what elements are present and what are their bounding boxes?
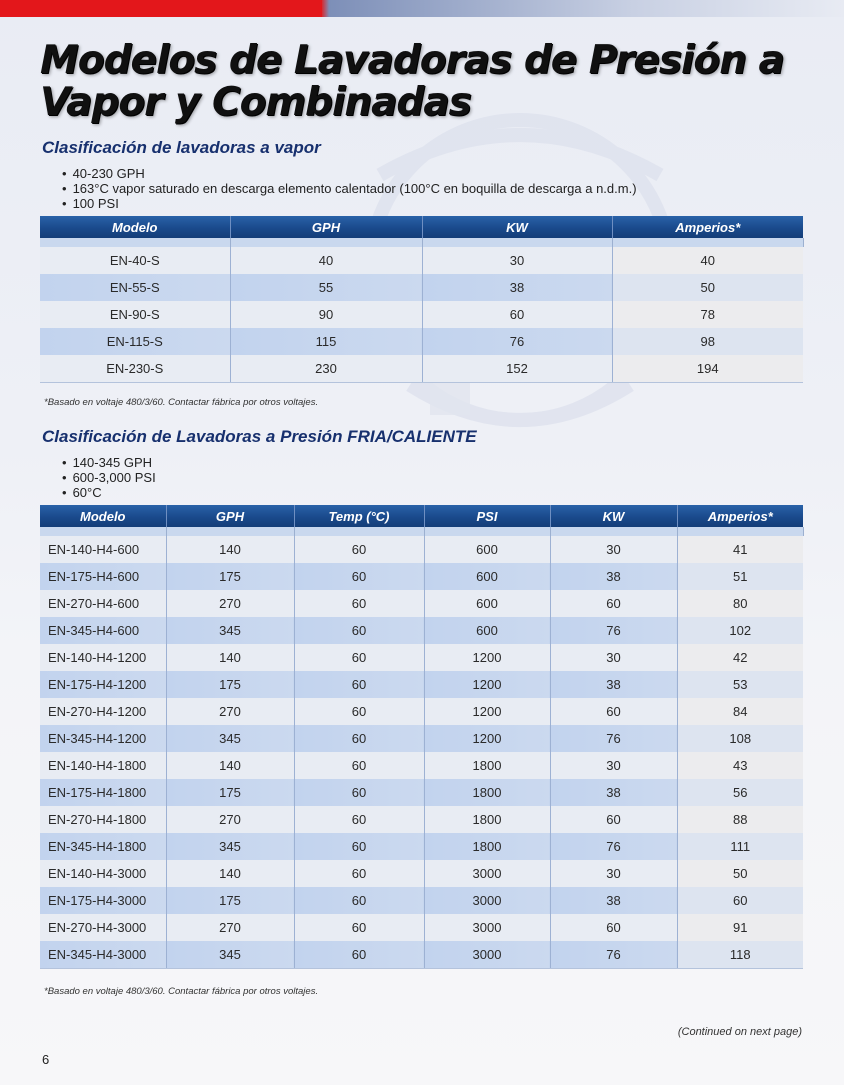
cell-amps: 50 xyxy=(677,860,803,887)
cell-gph: 115 xyxy=(230,328,422,355)
cell-kw: 76 xyxy=(550,833,677,860)
cell-gph: 175 xyxy=(166,887,294,914)
table-row xyxy=(40,806,803,833)
table-row xyxy=(40,590,803,617)
pressure-footnote: *Basado en voltaje 480/3/60. Contactar fábrica por otros voltajes. xyxy=(44,986,319,997)
cell-model: EN-140-H4-1800 xyxy=(40,752,166,779)
table-row xyxy=(40,563,803,590)
cell-model: EN-345-H4-600 xyxy=(40,617,166,644)
cell-kw: 38 xyxy=(550,563,677,590)
pressure-spec-item: • 600-3,000 PSI xyxy=(62,470,156,485)
column-header-model: Modelo xyxy=(40,216,230,238)
cell-temp: 60 xyxy=(294,644,424,671)
page-number: 6 xyxy=(42,1052,50,1067)
cell-amps: 194 xyxy=(612,355,803,383)
cell-psi: 600 xyxy=(424,563,550,590)
cell-gph: 270 xyxy=(166,698,294,725)
cell-psi: 1800 xyxy=(424,752,550,779)
table-row xyxy=(40,644,803,671)
cell-gph: 345 xyxy=(166,725,294,752)
cell-kw: 76 xyxy=(422,328,612,355)
cell-psi: 1200 xyxy=(424,671,550,698)
cell-psi: 3000 xyxy=(424,914,550,941)
table-row xyxy=(40,274,803,301)
cell-kw: 30 xyxy=(550,860,677,887)
cell-model: EN-270-H4-1200 xyxy=(40,698,166,725)
cell-model: EN-175-H4-1800 xyxy=(40,779,166,806)
cell-temp: 60 xyxy=(294,698,424,725)
table-row xyxy=(40,328,803,355)
column-header-model: Modelo xyxy=(40,505,166,527)
cell-amps: 51 xyxy=(677,563,803,590)
header-spacer-row xyxy=(40,527,803,536)
cell-kw: 30 xyxy=(550,536,677,563)
pressure-models-table xyxy=(40,505,804,969)
cell-model: EN-140-H4-1200 xyxy=(40,644,166,671)
cell-model: EN-230-S xyxy=(40,355,230,383)
cell-kw: 60 xyxy=(422,301,612,328)
cell-psi: 1200 xyxy=(424,698,550,725)
column-header-gph: GPH xyxy=(166,505,294,527)
cell-kw: 60 xyxy=(550,590,677,617)
cell-temp: 60 xyxy=(294,806,424,833)
cell-amps: 60 xyxy=(677,887,803,914)
cell-kw: 76 xyxy=(550,941,677,969)
cell-model: EN-140-H4-3000 xyxy=(40,860,166,887)
cell-psi: 1800 xyxy=(424,779,550,806)
cell-psi: 1200 xyxy=(424,644,550,671)
table-row xyxy=(40,725,803,752)
cell-model: EN-175-H4-600 xyxy=(40,563,166,590)
table-row xyxy=(40,779,803,806)
cell-model: EN-40-S xyxy=(40,247,230,274)
cell-temp: 60 xyxy=(294,887,424,914)
cell-temp: 60 xyxy=(294,725,424,752)
table-row xyxy=(40,914,803,941)
steam-spec-item: • 40-230 GPH xyxy=(62,166,637,181)
cell-amps: 84 xyxy=(677,698,803,725)
table-row xyxy=(40,247,803,274)
cell-amps: 102 xyxy=(677,617,803,644)
cell-kw: 38 xyxy=(550,779,677,806)
cell-amps: 91 xyxy=(677,914,803,941)
cell-psi: 3000 xyxy=(424,860,550,887)
cell-model: EN-140-H4-600 xyxy=(40,536,166,563)
steam-section-heading: Clasificación de lavadoras a vapor xyxy=(42,138,321,157)
top-red-bar xyxy=(0,0,322,17)
cell-amps: 42 xyxy=(677,644,803,671)
cell-kw: 38 xyxy=(550,887,677,914)
cell-gph: 230 xyxy=(230,355,422,383)
cell-temp: 60 xyxy=(294,860,424,887)
cell-psi: 3000 xyxy=(424,941,550,969)
cell-psi: 1800 xyxy=(424,806,550,833)
cell-kw: 60 xyxy=(550,698,677,725)
cell-gph: 140 xyxy=(166,644,294,671)
cell-gph: 175 xyxy=(166,671,294,698)
column-header-amps: Amperios* xyxy=(612,216,803,238)
cell-amps: 56 xyxy=(677,779,803,806)
cell-gph: 140 xyxy=(166,536,294,563)
cell-temp: 60 xyxy=(294,779,424,806)
column-header-kw: KW xyxy=(422,216,612,238)
column-header-temp: Temp (°C) xyxy=(294,505,424,527)
cell-temp: 60 xyxy=(294,941,424,969)
cell-model: EN-175-H4-1200 xyxy=(40,671,166,698)
cell-amps: 118 xyxy=(677,941,803,969)
cell-amps: 53 xyxy=(677,671,803,698)
cell-gph: 345 xyxy=(166,941,294,969)
cell-amps: 43 xyxy=(677,752,803,779)
cell-temp: 60 xyxy=(294,752,424,779)
cell-psi: 600 xyxy=(424,590,550,617)
page-title: Modelos de Lavadoras de Presión a Vapor y Combinadas xyxy=(40,38,784,125)
steam-spec-item: • 163°C vapor saturado en descarga elemento calentador (100°C en boquilla de descarga a n.d.m.) xyxy=(62,181,637,196)
cell-gph: 175 xyxy=(166,779,294,806)
steam-footnote: *Basado en voltaje 480/3/60. Contactar fábrica por otros voltajes. xyxy=(44,397,319,408)
cell-amps: 88 xyxy=(677,806,803,833)
cell-gph: 345 xyxy=(166,833,294,860)
top-color-bar xyxy=(0,0,844,17)
cell-gph: 40 xyxy=(230,247,422,274)
cell-model: EN-345-H4-1800 xyxy=(40,833,166,860)
cell-gph: 270 xyxy=(166,590,294,617)
cell-kw: 38 xyxy=(550,671,677,698)
table-row xyxy=(40,860,803,887)
cell-temp: 60 xyxy=(294,617,424,644)
cell-temp: 60 xyxy=(294,833,424,860)
cell-kw: 60 xyxy=(550,914,677,941)
cell-psi: 1200 xyxy=(424,725,550,752)
cell-gph: 270 xyxy=(166,914,294,941)
cell-psi: 3000 xyxy=(424,887,550,914)
cell-temp: 60 xyxy=(294,914,424,941)
pressure-spec-item: • 60°C xyxy=(62,485,156,500)
cell-temp: 60 xyxy=(294,671,424,698)
table-header-row xyxy=(40,505,803,527)
cell-amps: 78 xyxy=(612,301,803,328)
cell-model: EN-115-S xyxy=(40,328,230,355)
table-row xyxy=(40,833,803,860)
cell-model: EN-270-H4-1800 xyxy=(40,806,166,833)
table-row xyxy=(40,752,803,779)
cell-gph: 175 xyxy=(166,563,294,590)
cell-amps: 108 xyxy=(677,725,803,752)
cell-model: EN-55-S xyxy=(40,274,230,301)
cell-amps: 80 xyxy=(677,590,803,617)
table-row xyxy=(40,671,803,698)
cell-gph: 140 xyxy=(166,752,294,779)
cell-psi: 600 xyxy=(424,536,550,563)
cell-model: EN-90-S xyxy=(40,301,230,328)
cell-model: EN-345-H4-3000 xyxy=(40,941,166,969)
cell-gph: 140 xyxy=(166,860,294,887)
pressure-spec-item: • 140-345 GPH xyxy=(62,455,156,470)
column-header-amps: Amperios* xyxy=(677,505,803,527)
cell-kw: 152 xyxy=(422,355,612,383)
steam-spec-list xyxy=(62,166,637,211)
cell-kw: 30 xyxy=(422,247,612,274)
cell-amps: 111 xyxy=(677,833,803,860)
table-row xyxy=(40,887,803,914)
column-header-gph: GPH xyxy=(230,216,422,238)
table-row xyxy=(40,941,803,969)
cell-amps: 98 xyxy=(612,328,803,355)
table-row xyxy=(40,698,803,725)
cell-kw: 30 xyxy=(550,644,677,671)
cell-gph: 270 xyxy=(166,806,294,833)
cell-psi: 600 xyxy=(424,617,550,644)
cell-kw: 38 xyxy=(422,274,612,301)
cell-amps: 41 xyxy=(677,536,803,563)
table-row xyxy=(40,355,803,383)
table-row xyxy=(40,617,803,644)
cell-temp: 60 xyxy=(294,563,424,590)
cell-model: EN-345-H4-1200 xyxy=(40,725,166,752)
pressure-spec-list xyxy=(62,455,156,500)
cell-kw: 76 xyxy=(550,725,677,752)
cell-psi: 1800 xyxy=(424,833,550,860)
table-row xyxy=(40,301,803,328)
cell-amps: 50 xyxy=(612,274,803,301)
cell-kw: 76 xyxy=(550,617,677,644)
cell-model: EN-270-H4-600 xyxy=(40,590,166,617)
column-header-psi: PSI xyxy=(424,505,550,527)
table-row xyxy=(40,536,803,563)
header-spacer-row xyxy=(40,238,803,247)
cell-amps: 40 xyxy=(612,247,803,274)
cell-kw: 30 xyxy=(550,752,677,779)
cell-model: EN-270-H4-3000 xyxy=(40,914,166,941)
cell-gph: 90 xyxy=(230,301,422,328)
cell-gph: 55 xyxy=(230,274,422,301)
steam-spec-item: • 100 PSI xyxy=(62,196,637,211)
cell-gph: 345 xyxy=(166,617,294,644)
pressure-section-heading: Clasificación de Lavadoras a Presión FRIA/CALIENTE xyxy=(42,427,477,446)
table-header-row xyxy=(40,216,803,238)
cell-temp: 60 xyxy=(294,590,424,617)
steam-models-table xyxy=(40,216,804,383)
cell-temp: 60 xyxy=(294,536,424,563)
cell-model: EN-175-H4-3000 xyxy=(40,887,166,914)
cell-kw: 60 xyxy=(550,806,677,833)
continued-note: (Continued on next page) xyxy=(677,1026,802,1038)
column-header-kw: KW xyxy=(550,505,677,527)
